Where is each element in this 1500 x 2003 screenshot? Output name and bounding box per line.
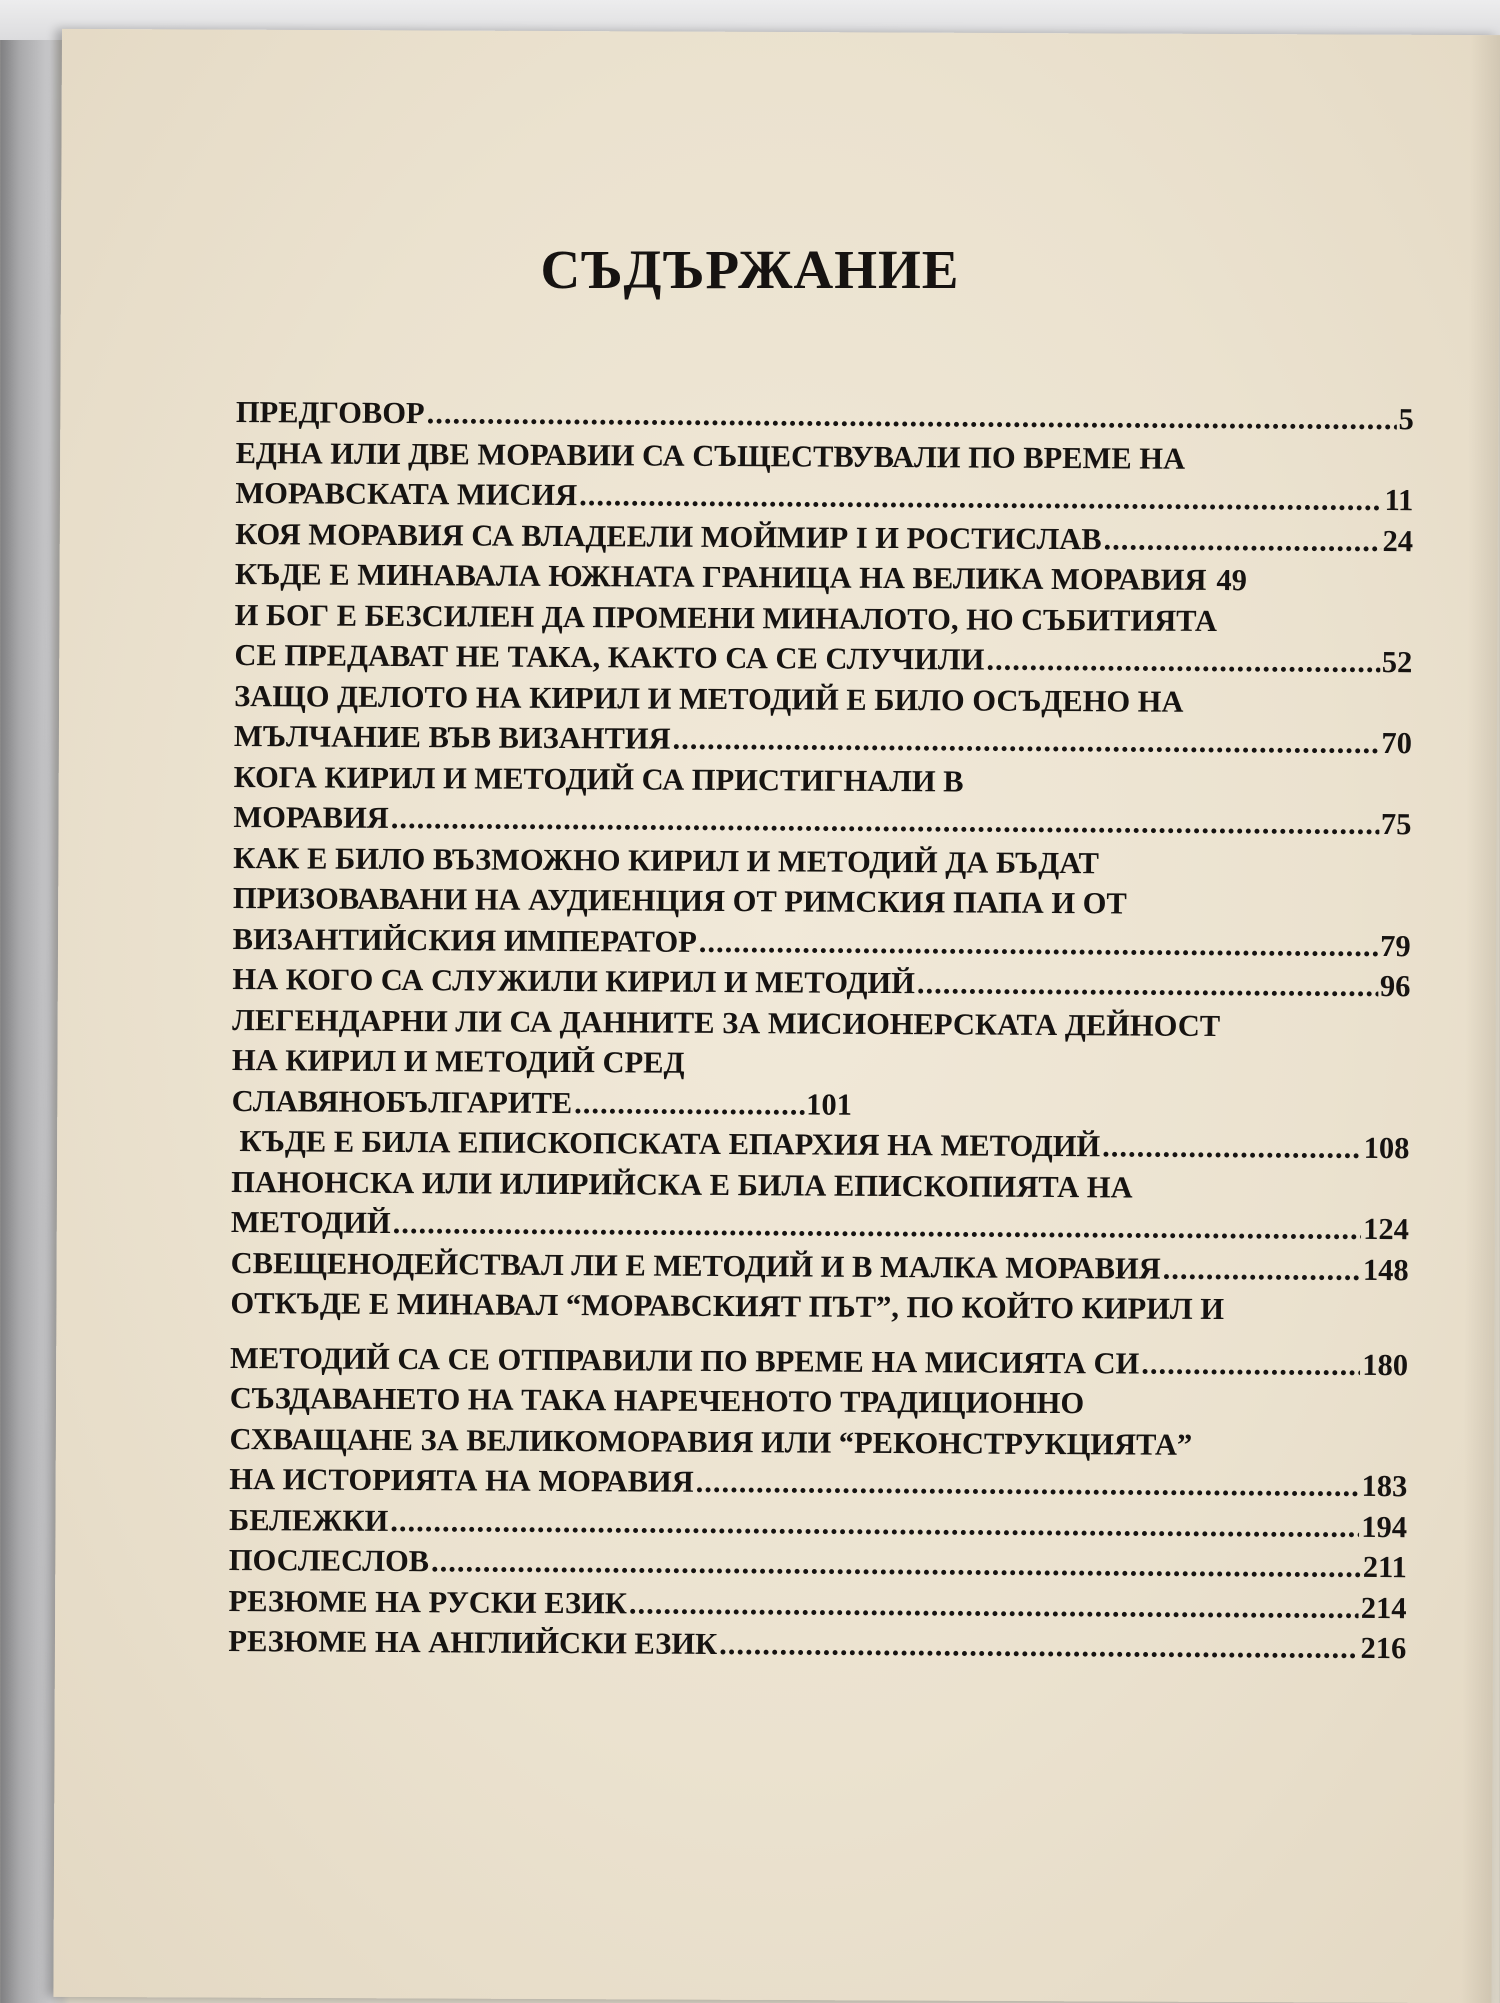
toc-entry-3 [235, 513, 1413, 561]
toc-entry-13 [231, 1242, 1409, 1290]
toc-leader-dots [393, 1203, 1362, 1249]
toc-entry-7 [233, 797, 1411, 845]
page-edge-shadow [1461, 35, 1500, 2003]
toc-entry-19 [228, 1621, 1406, 1669]
toc-leader-dots [1163, 1248, 1361, 1290]
toc-entry-text: НА КОГО СА СЛУЖИЛИ КИРИЛ И МЕТОДИЙ [232, 961, 916, 1001]
toc-page-number: 79 [1380, 928, 1411, 963]
toc-leader-dots [431, 1541, 1361, 1587]
toc-entry-text: И БОГ Е БЕЗСИЛЕН ДА ПРОМЕНИ МИНАЛОТО, НО СЪБИТИЯТА [234, 597, 1218, 638]
toc-page-number: 101 [806, 1086, 853, 1122]
toc-leader-dots [719, 1624, 1359, 1668]
toc-page-number: 214 [1360, 1590, 1407, 1625]
toc-entry-text: РЕЗЮМЕ НА РУСКИ ЕЗИК [228, 1583, 628, 1620]
toc-page-number: 194 [1361, 1509, 1408, 1544]
toc-entry-text: СХВАЩАНЕ ЗА ВЕЛИКОМОРАВИЯ ИЛИ “РЕКОНСТРУКЦИЯТА” [229, 1421, 1193, 1462]
toc-entry-15-line-1 [230, 1378, 1408, 1426]
toc-entry-text: ПРИЗОВАВАНИ НА АУДИЕНЦИЯ ОТ РИМСКИЯ ПАПА И ОТ [232, 880, 1127, 921]
toc-entry-text: ЗАЩО ДЕЛОТО НА КИРИЛ И МЕТОДИЙ Е БИЛО ОСЪДЕНО НА [234, 678, 1184, 719]
toc-entry-7-line-1 [234, 756, 1412, 804]
toc-entry-14-line-1 [230, 1283, 1408, 1331]
page-title: СЪДЪРЖАНИЕ [540, 239, 960, 300]
toc-entry-15 [229, 1459, 1407, 1507]
toc-page-number: 96 [1379, 968, 1411, 1004]
toc-entry-text: МОРАВСКАТА МИСИЯ [235, 475, 578, 513]
toc-leader-dots [629, 1583, 1359, 1628]
toc-leader-dots [579, 475, 1383, 520]
toc-entry-10 [232, 1080, 1410, 1128]
toc-entry-5 [234, 635, 1412, 683]
toc-entry-14 [230, 1337, 1408, 1385]
toc-entry-text: БЕЛЕЖКИ [229, 1502, 389, 1538]
toc-leader-dots [1103, 519, 1380, 561]
toc-leader-dots [917, 963, 1378, 1006]
toc-entry-text: ОТКЪДЕ Е МИНАВАЛ “МОРАВСКИЯТ ПЪТ”, ПО КОЙТО КИРИЛ И [230, 1285, 1225, 1327]
toc-entry-text: КЪДЕ Е МИНАВАЛА ЮЖНАТА ГРАНИЦА НА ВЕЛИКА МОРАВИЯ [234, 556, 1207, 597]
toc-entry-text: МЕТОДИЙ СА СЕ ОТПРАВИЛИ ПО ВРЕМЕ НА МИСИЯТА СИ [229, 1340, 1140, 1381]
toc-leader-dots [699, 921, 1379, 966]
toc-entry-text: МЪЛЧАНИЕ ВЪВ ВИЗАНТИЯ [233, 718, 671, 756]
toc-entry-text: ЛЕГЕНДАРНИ ЛИ СА ДАННИТЕ ЗА МИСИОНЕРСКАТА ДЕЙНОСТ [232, 1002, 1221, 1043]
toc-entry-text: РЕЗЮМЕ НА АНГЛИЙСКИ ЕЗИК [228, 1623, 718, 1661]
toc-entry-text: ЕДНА ИЛИ ДВЕ МОРАВИИ СА СЪЩЕСТВУВАЛИ ПО ВРЕМЕ НА [235, 435, 1186, 476]
toc-leader-dots [574, 1083, 804, 1125]
toc-page-number: 183 [1361, 1468, 1408, 1504]
toc-entry-16 [229, 1499, 1407, 1547]
toc-leader-dots [390, 1500, 1359, 1546]
toc-entry-text: НА ИСТОРИЯТА НА МОРАВИЯ [229, 1461, 694, 1499]
toc-page-number: 70 [1381, 726, 1412, 761]
toc-entry-12-line-1 [231, 1161, 1409, 1209]
toc-entry-text: МЕТОДИЙ [230, 1204, 391, 1240]
toc-entry-2 [235, 473, 1413, 521]
toc-entry-8 [233, 918, 1411, 966]
toc-leader-dots [672, 719, 1379, 764]
toc-entry-text: ПАНОНСКА ИЛИ ИЛИРИЙСКА Е БИЛА ЕПИСКОПИЯТА НА [231, 1164, 1133, 1204]
toc-entry-8-line-2 [233, 878, 1411, 926]
toc-entry-text: КОЯ МОРАВИЯ СА ВЛАДЕЕЛИ МОЙМИР І И РОСТИСЛАВ [235, 516, 1102, 556]
toc-leader-dots [986, 640, 1380, 683]
toc-page-number: 24 [1382, 523, 1414, 558]
toc-entry-11 [231, 1121, 1409, 1169]
toc-entry-text: СЛАВЯНОБЪЛГАРИТЕ [231, 1083, 573, 1120]
toc-entry-text: КАК Е БИЛО ВЪЗМОЖНО КИРИЛ И МЕТОДИЙ ДА БЪДАТ [233, 840, 1100, 880]
toc-page-number: 108 [1363, 1130, 1410, 1166]
toc-entry-1 [236, 392, 1414, 440]
toc-page-number: 52 [1381, 645, 1413, 680]
toc-page-number: 75 [1380, 807, 1412, 842]
toc-entry-text: СЪЗДАВАНЕТО НА ТАКА НАРЕЧЕНОТО ТРАДИЦИОННО [229, 1380, 1085, 1421]
toc-leader-dots [426, 393, 1396, 439]
toc-entry-8-line-1 [233, 837, 1411, 885]
toc-page-number: 5 [1398, 402, 1414, 437]
toc-leader-dots [391, 798, 1379, 845]
toc-entry-5-line-1 [235, 594, 1413, 642]
toc-entry-9 [232, 959, 1410, 1007]
toc-entry-2-line-1 [236, 432, 1414, 480]
toc-page-number: 124 [1363, 1211, 1410, 1247]
toc-entry-text: ПОСЛЕСЛОВ [228, 1542, 430, 1579]
toc-page-number: 180 [1362, 1347, 1409, 1382]
toc-page-number: 49 [1216, 562, 1248, 598]
toc-entry-text: СВЕЩЕНОДЕЙСТВАЛ ЛИ Е МЕТОДИЙ И В МАЛКА МОРАВИЯ [230, 1245, 1161, 1286]
toc-entry-12 [231, 1202, 1409, 1250]
toc-entry-text: СЕ ПРЕДАВАТ НЕ ТАКА, КАКТО СА СЕ СЛУЧИЛИ [234, 637, 985, 677]
toc-entry-text: ПРЕДГОВОР [235, 394, 425, 431]
toc-entry-10-line-1 [232, 999, 1410, 1047]
toc-entry-18 [228, 1580, 1406, 1628]
toc-leader-dots [1102, 1126, 1362, 1168]
table-of-contents [228, 392, 1414, 1669]
toc-page-number: 211 [1362, 1549, 1407, 1585]
toc-entry-text: МОРАВИЯ [233, 799, 389, 835]
toc-entry-6 [234, 716, 1412, 764]
toc-page-number: 216 [1360, 1630, 1407, 1666]
toc-entry-text: ВИЗАНТИЙСКИЯ ИМПЕРАТОР [232, 921, 697, 959]
toc-entry-15-line-2 [229, 1418, 1407, 1466]
toc-page-number: 11 [1384, 483, 1414, 518]
toc-entry-4 [235, 554, 1413, 602]
toc-leader-dots [1141, 1343, 1360, 1385]
toc-entry-text: КОГА КИРИЛ И МЕТОДИЙ СА ПРИСТИГНАЛИ В [233, 759, 964, 798]
toc-leader-dots [696, 1462, 1360, 1507]
toc-entry-text: НА КИРИЛ И МЕТОДИЙ СРЕД [231, 1042, 685, 1080]
toc-entry-17 [229, 1540, 1407, 1588]
toc-entry-10-line-2 [232, 1040, 1410, 1088]
toc-entry-6-line-1 [234, 675, 1412, 723]
toc-page-number: 148 [1362, 1252, 1409, 1287]
toc-entry-text: КЪДЕ Е БИЛА ЕПИСКОПСКАТА ЕПАРХИЯ НА МЕТОДИЙ [239, 1124, 1101, 1164]
